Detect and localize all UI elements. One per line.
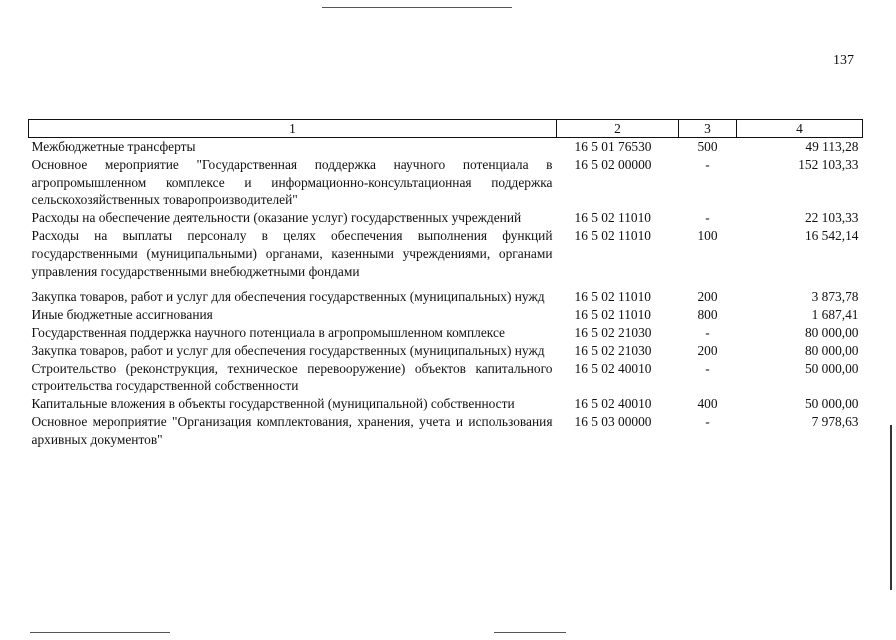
column-header-amount: 4 bbox=[737, 120, 863, 138]
row-code: 16 5 02 11010 bbox=[574, 289, 651, 305]
scan-edge-line bbox=[890, 425, 892, 590]
scan-artifact-bottom bbox=[494, 632, 566, 633]
row-description: Иные бюджетные ассигнования bbox=[31, 307, 213, 323]
row-amount: 49 113,28 bbox=[805, 139, 859, 154]
row-description: Расходы на обеспечение деятельности (оказание услуг) государственных учреждений bbox=[31, 210, 522, 226]
row-expense-type: 400 bbox=[697, 396, 718, 412]
row-amount: 50 000,00 bbox=[804, 396, 859, 412]
row-code: 16 5 01 76530 bbox=[574, 139, 652, 154]
row-amount: 1 687,41 bbox=[811, 307, 859, 323]
row-amount: 3 873,78 bbox=[811, 289, 859, 305]
row-description: Строительство (реконструкция, техническое перевооружение) объектов капитального строительства государственной собственности bbox=[31, 360, 553, 394]
row-expense-type: 100 bbox=[697, 227, 718, 243]
column-header-description: 1 bbox=[29, 120, 557, 138]
row-description: Основное мероприятие "Организация комплектования, хранения, учета и использования архивных документов" bbox=[31, 413, 553, 447]
row-code: 16 5 02 21030 bbox=[574, 342, 652, 358]
row-expense-type: - bbox=[705, 360, 710, 376]
row-expense-type: - bbox=[705, 413, 710, 429]
row-code: 16 5 03 00000 bbox=[574, 413, 652, 429]
table-row bbox=[29, 227, 863, 280]
row-expense-type: 500 bbox=[697, 139, 718, 154]
row-code: 16 5 02 00000 bbox=[574, 156, 652, 172]
scan-artifact-top bbox=[322, 7, 512, 8]
row-amount: 7 978,63 bbox=[811, 413, 859, 429]
row-description: Расходы на выплаты персоналу в целях обеспечения выполнения функций государственными (муниципальными) органами, казенными учреждениями, органами управления государственными внебюджетными фондами bbox=[31, 227, 553, 279]
table-row bbox=[29, 306, 863, 324]
row-code: 16 5 02 11010 bbox=[574, 210, 651, 226]
table-row bbox=[29, 360, 863, 396]
row-amount: 80 000,00 bbox=[804, 342, 859, 358]
row-expense-type: 200 bbox=[697, 289, 718, 305]
row-code: 16 5 02 40010 bbox=[574, 396, 652, 412]
row-description: Закупка товаров, работ и услуг для обеспечения государственных (муниципальных) нужд bbox=[31, 342, 545, 358]
row-expense-type: - bbox=[705, 156, 710, 172]
row-amount: 50 000,00 bbox=[804, 360, 859, 376]
row-code: 16 5 02 40010 bbox=[574, 360, 652, 376]
row-code: 16 5 02 21030 bbox=[574, 324, 652, 340]
row-expense-type: 800 bbox=[697, 307, 718, 323]
table-row bbox=[29, 395, 863, 413]
row-description: Основное мероприятие "Государственная поддержка научного потенциала в агропромышленном комплексе и информационно-консультационная поддержка сельскохозяйственных товаропроизводителей" bbox=[31, 156, 553, 208]
table-row bbox=[29, 342, 863, 360]
table-row bbox=[29, 413, 863, 449]
table-row bbox=[29, 280, 863, 306]
scan-artifact-bottom bbox=[30, 632, 170, 633]
budget-table bbox=[28, 119, 863, 449]
row-code: 16 5 02 11010 bbox=[574, 227, 651, 243]
row-description: Закупка товаров, работ и услуг для обеспечения государственных (муниципальных) нужд bbox=[31, 289, 545, 305]
column-header-type: 3 bbox=[679, 120, 737, 138]
row-expense-type: - bbox=[705, 210, 710, 226]
row-amount: 152 103,33 bbox=[798, 156, 859, 172]
row-amount: 16 542,14 bbox=[804, 227, 859, 243]
row-amount: 80 000,00 bbox=[804, 324, 859, 340]
table-row bbox=[29, 156, 863, 209]
table-row bbox=[29, 324, 863, 342]
table-header-row bbox=[29, 120, 863, 138]
row-expense-type: 200 bbox=[697, 342, 718, 358]
row-description: Межбюджетные трансферты bbox=[31, 139, 196, 154]
row-expense-type: - bbox=[705, 324, 710, 340]
table-row bbox=[29, 209, 863, 227]
row-amount: 22 103,33 bbox=[804, 210, 859, 226]
column-header-code: 2 bbox=[557, 120, 679, 138]
row-description: Государственная поддержка научного потенциала в агропромышленном комплексе bbox=[31, 324, 506, 340]
page-number: 137 bbox=[833, 53, 854, 68]
row-code: 16 5 02 11010 bbox=[574, 307, 651, 323]
table-row bbox=[29, 138, 863, 156]
row-description: Капитальные вложения в объекты государственной (муниципальной) собственности bbox=[31, 396, 515, 412]
